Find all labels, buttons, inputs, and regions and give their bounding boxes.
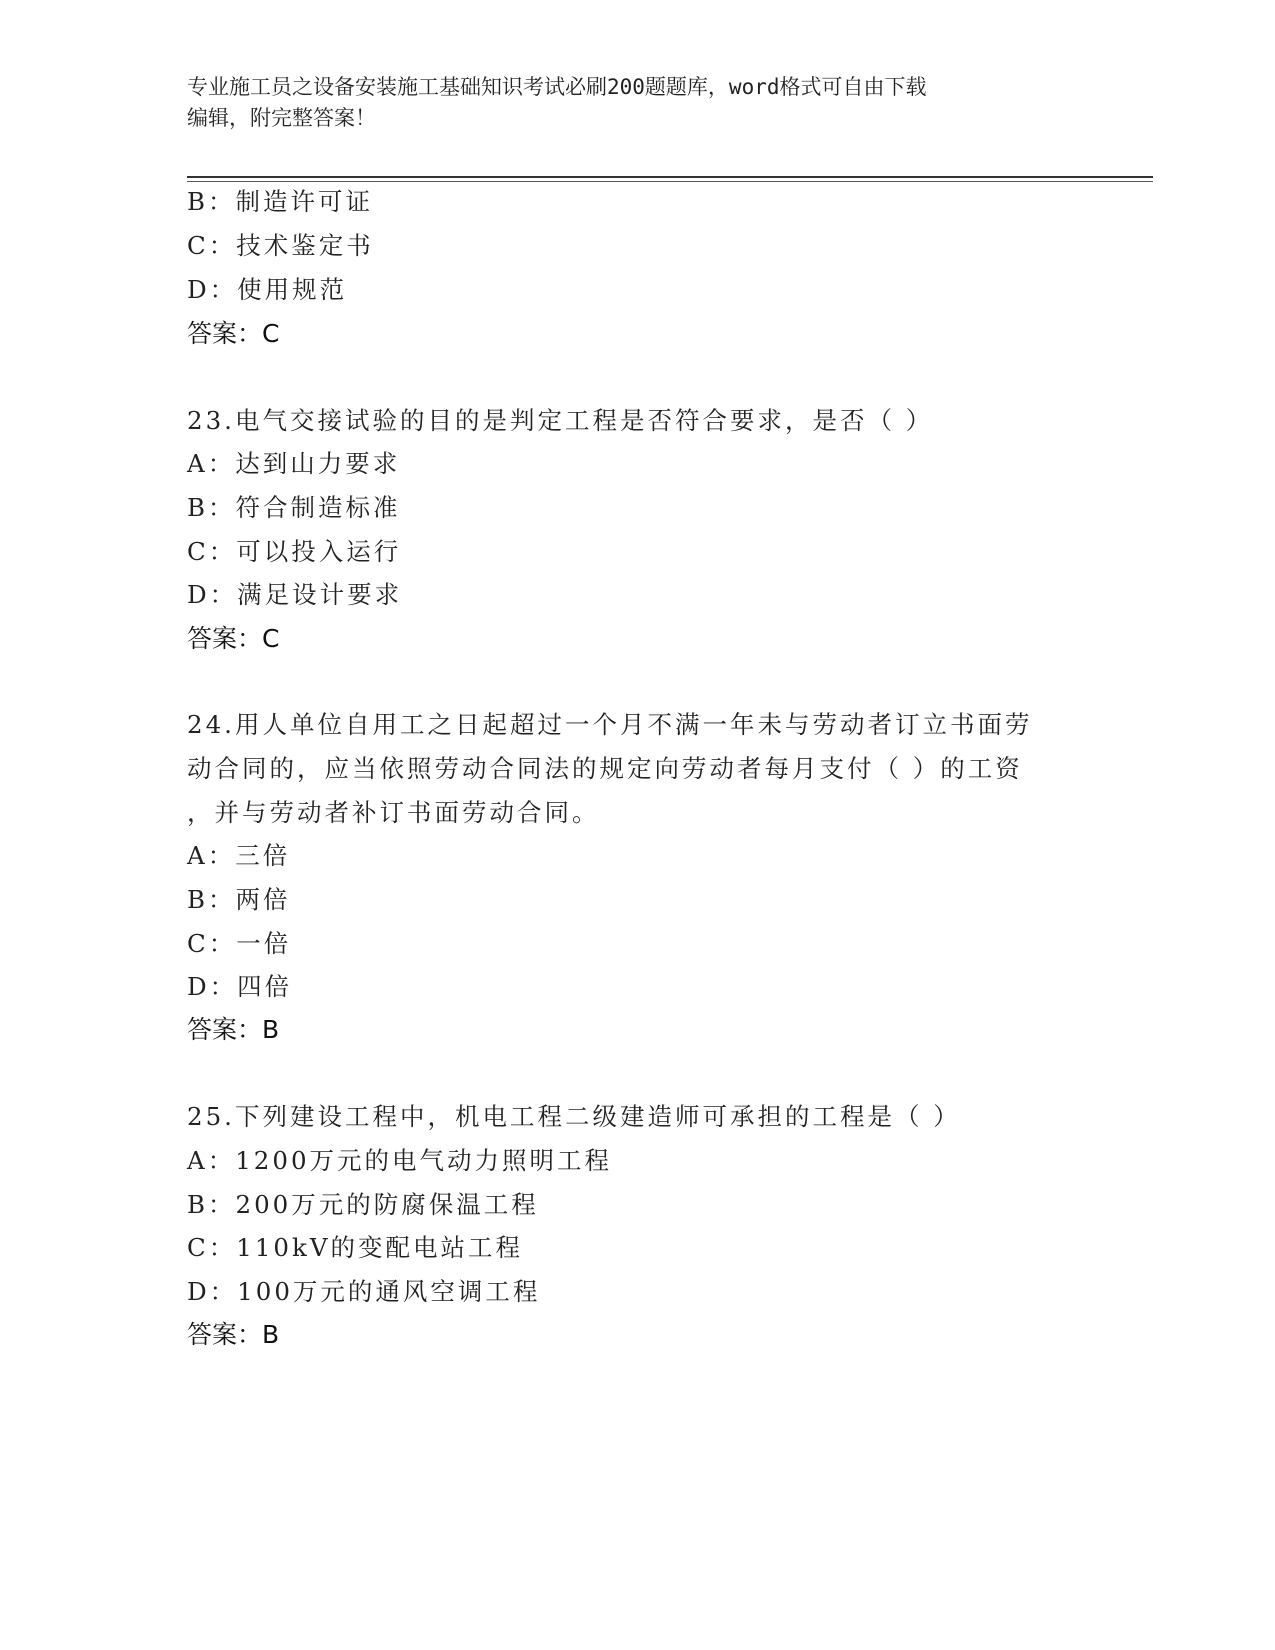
q24-stem-line-3: ，并与劳动者补订书面劳动合同。: [187, 798, 600, 827]
header-divider-thin: [187, 181, 1153, 182]
q24-stem-line-1: 24.用人单位自用工之日起超过一个月不满一年未与劳动者订立书面劳: [187, 710, 1033, 739]
q24-option-c: C：一倍: [187, 929, 292, 958]
header-divider-thick: [187, 176, 1153, 178]
q23-option-b: B：符合制造标准: [187, 493, 401, 522]
q24-option-a: A：三倍: [187, 841, 291, 870]
q24-stem-line-2: 动合同的，应当依照劳动合同法的规定向劳动者每月支付（ ）的工资: [187, 754, 1023, 783]
q24-answer: 答案：B: [187, 1015, 280, 1044]
q23-answer: 答案：C: [187, 624, 280, 653]
q23-option-a: A：达到山力要求: [187, 449, 401, 478]
document-header: [187, 72, 1067, 134]
q22-option-c: C：技术鉴定书: [187, 231, 374, 260]
q22-option-b: B：制造许可证: [187, 187, 374, 216]
q23-option-c: C：可以投入运行: [187, 537, 402, 566]
header-title-line-2: 编辑，附完整答案！: [187, 106, 376, 130]
q23-stem: 23.电气交接试验的目的是判定工程是否符合要求，是否（ ）: [187, 406, 934, 435]
header-title-line-1: 专业施工员之设备安装施工基础知识考试必刷200题题库，word格式可自由下载: [187, 75, 927, 99]
q22-answer: 答案：C: [187, 319, 280, 348]
q24-option-b: B：两倍: [187, 885, 291, 914]
q25-answer: 答案：B: [187, 1320, 280, 1349]
q24-option-d: D：四倍: [187, 972, 293, 1001]
q25-option-d: D：100万元的通风空调工程: [187, 1277, 541, 1306]
q25-option-c: C：110kV的变配电站工程: [187, 1233, 524, 1262]
q23-option-d: D：满足设计要求: [187, 580, 403, 609]
q22-option-d: D：使用规范: [187, 275, 348, 304]
q25-option-a: A：1200万元的电气动力照明工程: [187, 1146, 613, 1175]
q25-stem: 25.下列建设工程中，机电工程二级建造师可承担的工程是（ ）: [187, 1102, 961, 1131]
q25-option-b: B：200万元的防腐保温工程: [187, 1190, 539, 1219]
